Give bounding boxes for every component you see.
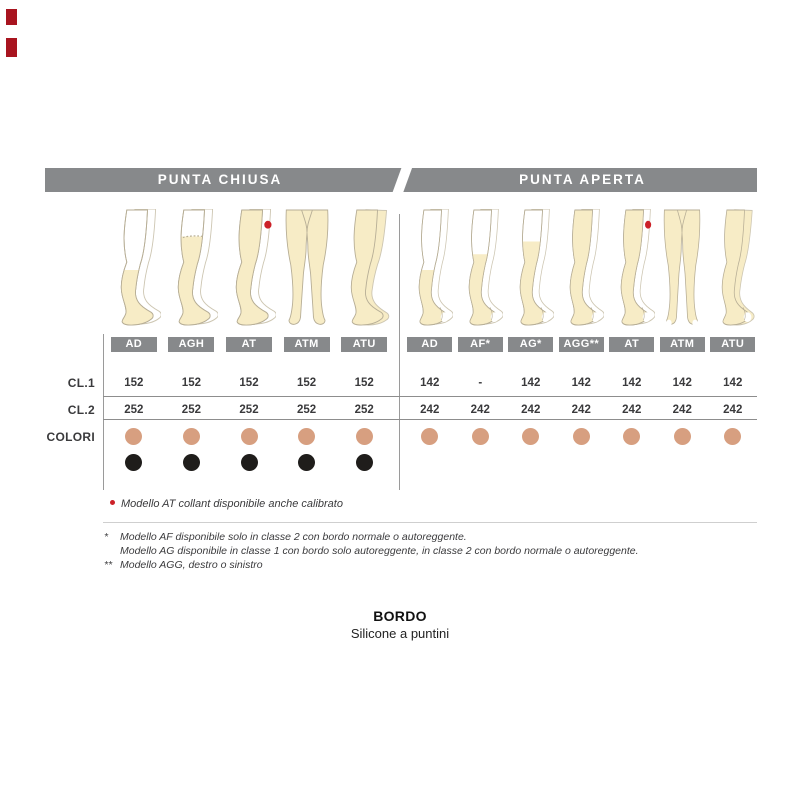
open-toe-header: PUNTA APERTA xyxy=(519,172,646,187)
skin-color-dot xyxy=(674,428,691,445)
model-code-badge-open-atu: ATU xyxy=(710,337,755,352)
figure-at-closed-toe xyxy=(222,209,276,334)
black-color-dot xyxy=(298,454,315,471)
figure-atu-open-toe xyxy=(710,209,756,334)
row-label-colors: COLORI xyxy=(46,430,95,444)
footnote-ag-text: Modello AG disponibile in classe 1 con bordo solo autoreggente, in classe 2 con bordo normale o autoreggente. xyxy=(120,545,639,557)
bordo-subtitle: Silicone a puntini xyxy=(350,626,450,641)
cl1-value: 152 xyxy=(181,377,201,389)
model-code-badge-closed-atu: ATU xyxy=(341,337,387,352)
bordo-title: BORDO xyxy=(373,608,427,624)
cl1-value: 152 xyxy=(124,377,144,389)
figure-agg-open-toe xyxy=(558,209,604,334)
model-code-badge-open-ag: AG* xyxy=(508,337,553,352)
asterisk-mark: * xyxy=(104,531,109,543)
toe-type-band xyxy=(45,168,757,192)
figure-agh-closed-toe xyxy=(164,209,218,334)
model-code-badge-closed-atm: ATM xyxy=(284,337,330,352)
model-code-badge-open-agg: AGG** xyxy=(559,337,604,352)
table-left-border xyxy=(103,334,104,490)
skin-color-dot xyxy=(421,428,438,445)
skin-color-dot xyxy=(522,428,539,445)
cl2-value: 252 xyxy=(124,404,144,416)
cl1-value: 142 xyxy=(723,377,743,389)
black-color-dot xyxy=(356,454,373,471)
cl1-value: 142 xyxy=(622,377,642,389)
figure-atm-closed-toe xyxy=(280,209,334,334)
logo-mark-top xyxy=(6,9,17,25)
double-asterisk-mark: ** xyxy=(104,559,113,571)
footnote-ag xyxy=(104,544,639,558)
figure-ad-closed-toe xyxy=(107,209,161,334)
figure-at-open-toe xyxy=(609,209,655,334)
black-color-dot xyxy=(241,454,258,471)
footnote-af-text: Modello AF disponibile solo in classe 2 con bordo normale o autoreggente. xyxy=(120,531,467,543)
group-divider-line xyxy=(399,214,400,490)
at-model-note xyxy=(110,498,343,510)
closed-toe-header: PUNTA CHIUSA xyxy=(157,172,283,187)
model-code-badge-open-ad: AD xyxy=(407,337,452,352)
cl1-value: 152 xyxy=(239,377,259,389)
cl1-value: 142 xyxy=(571,377,591,389)
cl2-value: 242 xyxy=(420,404,440,416)
skin-color-dot xyxy=(125,428,142,445)
model-code-badge-open-af: AF* xyxy=(458,337,503,352)
skin-color-dot xyxy=(356,428,373,445)
figure-atu-closed-toe xyxy=(337,209,391,334)
cl1-value: 142 xyxy=(420,377,440,389)
model-code-badge-open-at: AT xyxy=(609,337,654,352)
skin-color-dot xyxy=(724,428,741,445)
skin-color-dot xyxy=(241,428,258,445)
cl2-value: 252 xyxy=(354,404,374,416)
figure-ad-open-toe xyxy=(407,209,453,334)
skin-color-dot xyxy=(472,428,489,445)
footnote-af xyxy=(104,530,639,544)
cl1-value: 152 xyxy=(354,377,374,389)
asterisk-spacer xyxy=(104,544,120,558)
cl2-value: 242 xyxy=(521,404,541,416)
cl2-value: 252 xyxy=(181,404,201,416)
row-line-cl2 xyxy=(103,419,757,420)
footnotes xyxy=(104,530,639,572)
footnote-agg xyxy=(104,558,639,572)
footnote-separator-line xyxy=(103,522,757,523)
cl1-value: 142 xyxy=(672,377,692,389)
cl2-value: 242 xyxy=(571,404,591,416)
cl2-value: 252 xyxy=(239,404,259,416)
model-code-badge-closed-agh: AGH xyxy=(168,337,214,352)
skin-color-dot xyxy=(298,428,315,445)
figure-atm-open-toe xyxy=(659,209,705,334)
skin-color-dot xyxy=(573,428,590,445)
cl2-value: 242 xyxy=(723,404,743,416)
figure-ag-open-toe xyxy=(508,209,554,334)
at-model-note-text: Modello AT collant disponibile anche calibrato xyxy=(121,498,343,510)
row-label-cl1: CL.1 xyxy=(67,376,95,390)
figure-af-open-toe xyxy=(457,209,503,334)
skin-color-dot xyxy=(183,428,200,445)
black-color-dot xyxy=(183,454,200,471)
red-bullet-icon xyxy=(110,500,115,505)
cl2-value: 242 xyxy=(672,404,692,416)
row-label-cl2: CL.2 xyxy=(67,403,95,417)
cl1-value: 142 xyxy=(521,377,541,389)
cl2-value: 242 xyxy=(470,404,490,416)
cl2-value: 242 xyxy=(622,404,642,416)
skin-color-dot xyxy=(623,428,640,445)
cl1-value: 152 xyxy=(297,377,317,389)
cl1-value: - xyxy=(478,377,483,389)
model-code-badge-open-atm: ATM xyxy=(660,337,705,352)
row-line-cl1 xyxy=(103,396,757,397)
black-color-dot xyxy=(125,454,142,471)
model-code-badge-closed-ad: AD xyxy=(111,337,157,352)
cl2-value: 252 xyxy=(297,404,317,416)
model-code-badge-closed-at: AT xyxy=(226,337,272,352)
logo-mark-bottom xyxy=(6,38,17,57)
footnote-agg-text: Modello AGG, destro o sinistro xyxy=(120,559,263,571)
